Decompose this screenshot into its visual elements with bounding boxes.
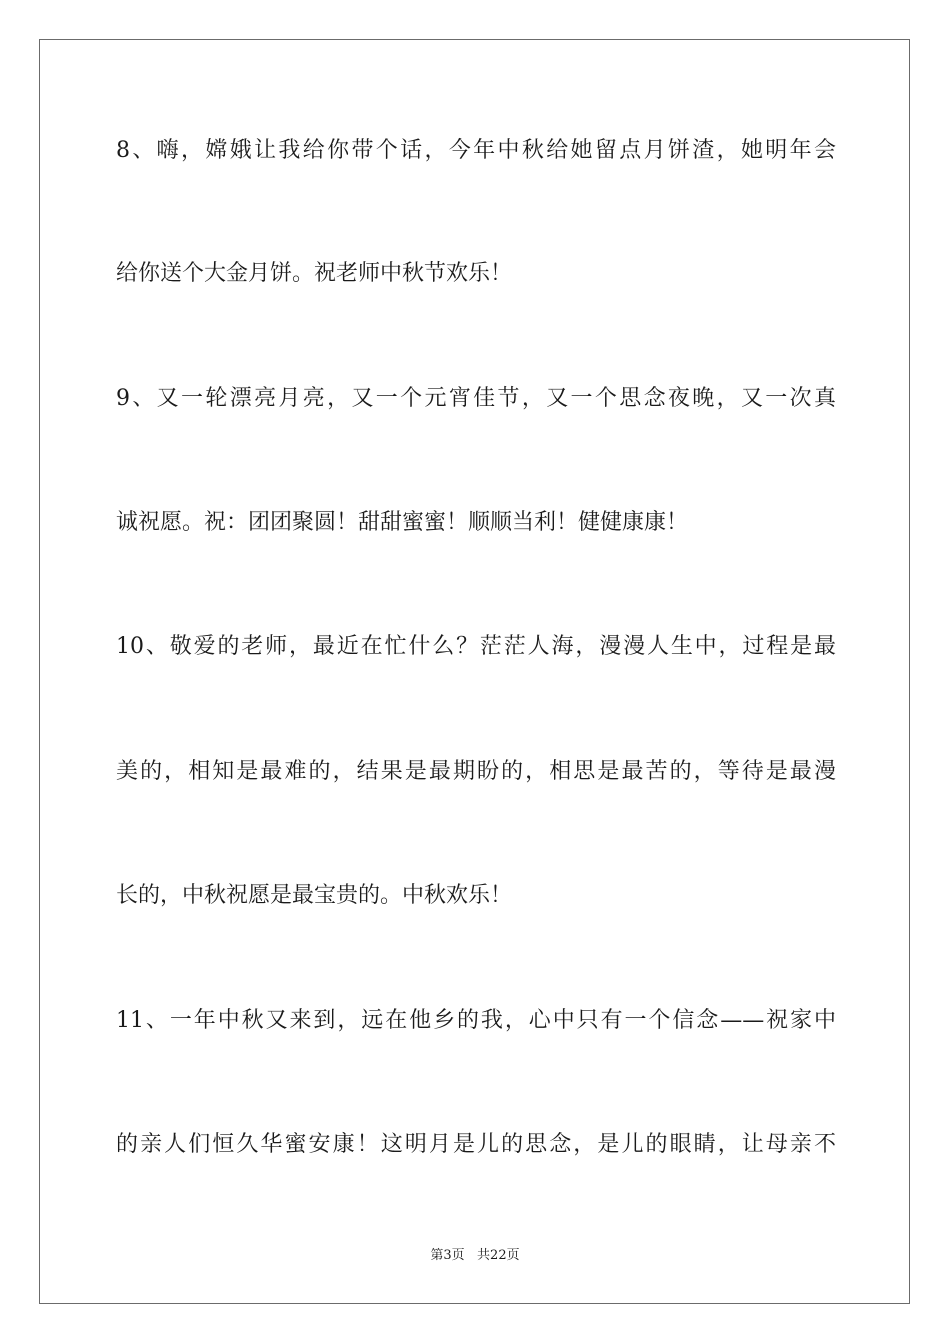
paragraph-8-line-2: 给你送个大金月饼。祝老师中秋节欢乐！ xyxy=(116,261,513,286)
paragraph-8-line-1: 8、嗨，嫦娥让我给你带个话，今年中秋给她留点月饼渣，她明年会 xyxy=(116,138,836,163)
paragraph-11-line-2: 的亲人们恒久华蜜安康！这明月是儿的思念，是儿的眼睛，让母亲不 xyxy=(116,1132,836,1157)
page-border xyxy=(39,39,910,1304)
page-number-footer: 第3页 共22页 xyxy=(430,1248,520,1263)
paragraph-10-line-1: 10、敬爱的老师，最近在忙什么？茫茫人海，漫漫人生中，过程是最 xyxy=(116,634,836,659)
paragraph-9-line-1: 9、又一轮漂亮月亮，又一个元宵佳节，又一个思念夜晚，又一次真 xyxy=(116,386,836,411)
paragraph-10-line-3: 长的，中秋祝愿是最宝贵的。中秋欢乐！ xyxy=(116,883,513,908)
paragraph-11-line-1: 11、一年中秋又来到，远在他乡的我，心中只有一个信念——祝家中 xyxy=(116,1008,836,1033)
paragraph-9-line-2: 诚祝愿。祝：团团聚圆！甜甜蜜蜜！顺顺当利！健健康康！ xyxy=(116,510,689,535)
paragraph-10-line-2: 美的，相知是最难的，结果是最期盼的，相思是最苦的，等待是最漫 xyxy=(116,759,836,784)
